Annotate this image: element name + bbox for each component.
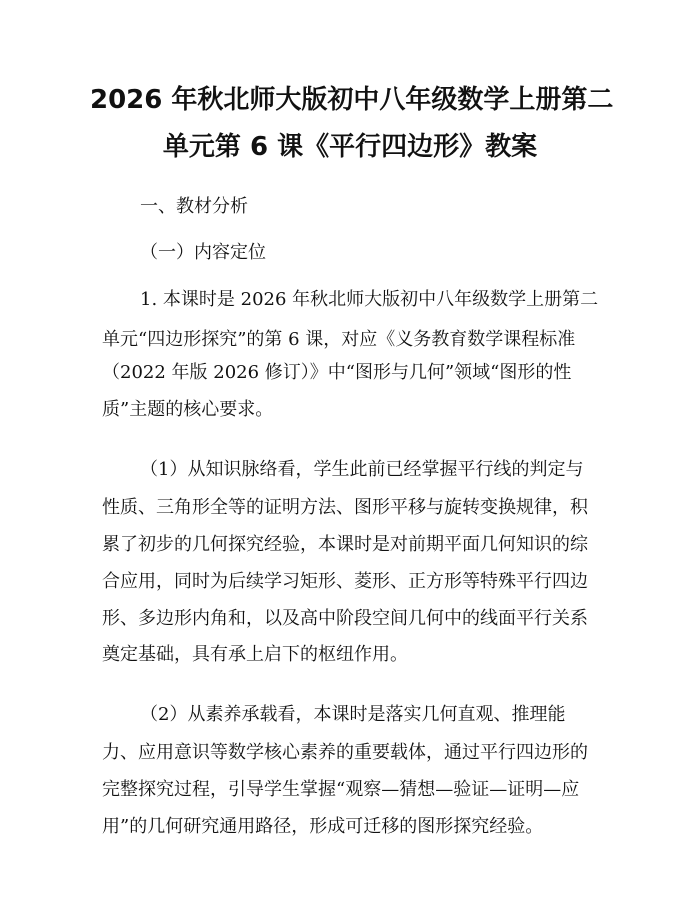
paragraph-3-line: 用”的几何研究通用路径，形成可迁移的图形探究经验。 [102, 816, 544, 837]
paragraph-2-line: 形、多边形内角和，以及高中阶段空间几何中的线面平行关系 [102, 608, 588, 629]
paragraph-1-line: 单元“四边形探究”的第 6 课，对应《义务教育数学课程标准 [102, 329, 576, 350]
paragraph-1-line: 1. 本课时是 2026 年秋北师大版初中八年级数学上册第二 [140, 289, 599, 310]
paragraph-2-line: 合应用，同时为后续学习矩形、菱形、正方形等特殊平行四边 [102, 571, 588, 592]
subsection-heading: （一）内容定位 [140, 242, 266, 263]
section-heading: 一、教材分析 [140, 196, 248, 217]
paragraph-3-line: 完整探究过程，引导学生掌握“观察—猜想—验证—证明—应 [102, 779, 580, 800]
paragraph-2-line: 性质、三角形全等的证明方法、图形平移与旋转变换规律，积 [102, 497, 588, 518]
document-title-line-2: 单元第 6 课《平行四边形》教案 [162, 132, 538, 162]
paragraph-3-line: （2）从素养承载看，本课时是落实几何直观、推理能 [140, 704, 566, 725]
paragraph-2-line: 奠定基础，具有承上启下的枢纽作用。 [102, 644, 408, 665]
document-title-line-1: 2026 年秋北师大版初中八年级数学上册第二 [90, 85, 614, 115]
paragraph-1-line: （2022 年版 2026 修订）》中“图形与几何”领域“图形的性 [102, 362, 572, 383]
paragraph-3-line: 力、应用意识等数学核心素养的重要载体，通过平行四边形的 [102, 742, 588, 763]
paragraph-2-line: （1）从知识脉络看，学生此前已经掌握平行线的判定与 [140, 459, 584, 480]
paragraph-1-line: 质”主题的核心要求。 [102, 399, 274, 420]
paragraph-2-line: 累了初步的几何探究经验，本课时是对前期平面几何知识的综 [102, 534, 588, 555]
